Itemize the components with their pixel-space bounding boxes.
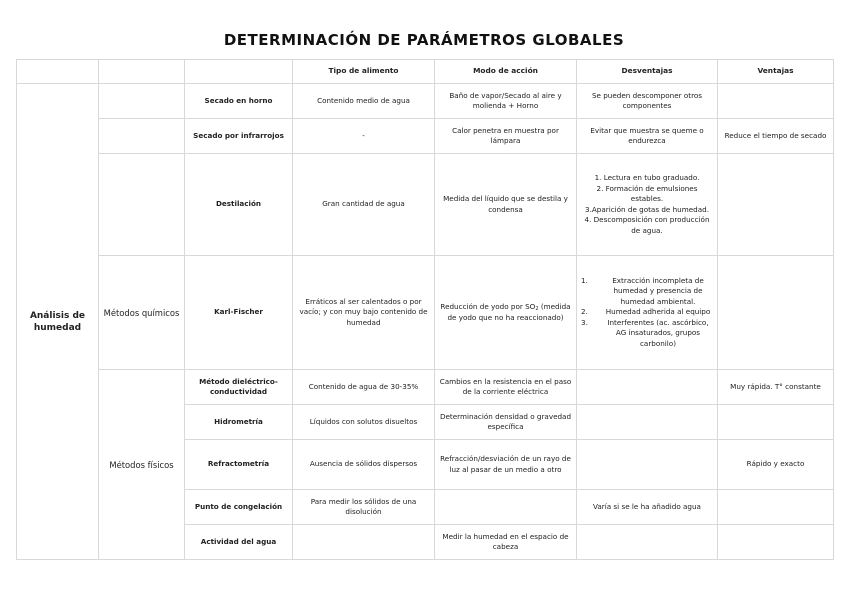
method-cell: Destilación	[185, 154, 293, 256]
modo-cell: Refracción/desviación de un rayo de luz al pasar de un medio a otro	[435, 440, 577, 490]
desventajas-cell	[577, 154, 718, 256]
method-cell: Punto de congelación	[185, 490, 293, 525]
ventajas-cell	[718, 525, 834, 560]
category-fisicos: Métodos físicos	[99, 370, 185, 560]
list-item	[581, 307, 713, 318]
desventajas-cell	[577, 525, 718, 560]
method-cell: Secado por infrarrojos	[185, 119, 293, 154]
ventajas-cell	[718, 256, 834, 370]
desventajas-cell: Varía si se le ha añadido agua	[577, 490, 718, 525]
list-item: 4. Descomposición con producción de agua.	[584, 215, 710, 235]
table-row	[17, 84, 834, 119]
ventajas-cell: Reduce el tiempo de secado	[718, 119, 834, 154]
desventajas-cell	[577, 440, 718, 490]
category-empty	[99, 154, 185, 256]
list-text: Humedad adherida al equipo	[605, 307, 711, 317]
tipo-cell: Contenido medio de agua	[293, 84, 435, 119]
desventajas-cell	[577, 405, 718, 440]
desventajas-cell: Se pueden descomponer otros componentes	[577, 84, 718, 119]
list-number: 3.	[581, 317, 588, 327]
tipo-cell: Contenido de agua de 30-35%	[293, 370, 435, 405]
category-quimicos: Métodos químicos	[99, 256, 185, 370]
table-row	[17, 119, 834, 154]
desventajas-cell	[577, 256, 718, 370]
modo-cell	[435, 256, 577, 370]
header-tipo: Tipo de alimento	[293, 60, 435, 84]
parameters-table	[16, 59, 834, 560]
group-label: Análisis de humedad	[17, 84, 99, 560]
page-title: DETERMINACIÓN DE PARÁMETROS GLOBALES	[223, 31, 625, 49]
tipo-cell: -	[293, 119, 435, 154]
tipo-cell: Ausencia de sólidos dispersos	[293, 440, 435, 490]
header-empty-1	[17, 60, 99, 84]
method-cell: Refractometría	[185, 440, 293, 490]
ventajas-cell	[718, 154, 834, 256]
modo-subscript: 2	[535, 305, 539, 312]
list-number: 2.	[581, 307, 588, 317]
ventajas-cell	[718, 490, 834, 525]
table-row	[17, 154, 834, 256]
modo-cell: Medir la humedad en el espacio de cabeza	[435, 525, 577, 560]
modo-cell: Cambios en la resistencia en el paso de la corriente eléctrica	[435, 370, 577, 405]
ventajas-cell: Rápido y exacto	[718, 440, 834, 490]
header-empty-2	[99, 60, 185, 84]
category-empty	[99, 84, 185, 119]
tipo-cell: Para medir los sólidos de una disolución	[293, 490, 435, 525]
header-ventajas: Ventajas	[718, 60, 834, 84]
ventajas-cell	[718, 405, 834, 440]
modo-cell: Baño de vapor/Secado al aire y molienda + Horno	[435, 84, 577, 119]
tipo-cell: Erráticos al ser calentados o por vacío; y con muy bajo contenido de humedad	[293, 256, 435, 370]
list-text: Interferentes (ac. ascórbico, AG insaturados, grupos carbonilo)	[607, 317, 709, 348]
desventajas-list	[581, 276, 713, 350]
modo-rest: (medida de yodo que no ha reaccionado)	[447, 301, 571, 322]
list-number: 1.	[581, 275, 588, 285]
desventajas-cell	[577, 370, 718, 405]
desventajas-list	[581, 173, 713, 236]
list-item	[581, 276, 713, 308]
list-item: 1. Lectura en tubo graduado.	[594, 173, 700, 182]
modo-cell: Calor penetra en muestra por lámpara	[435, 119, 577, 154]
list-item	[581, 318, 713, 350]
method-cell: Secado en horno	[185, 84, 293, 119]
ventajas-cell: Muy rápida. T° constante	[718, 370, 834, 405]
desventajas-cell: Evitar que muestra se queme o endurezca	[577, 119, 718, 154]
method-cell: Actividad del agua	[185, 525, 293, 560]
modo-cell: Determinación densidad o gravedad específica	[435, 405, 577, 440]
header-row	[17, 60, 834, 84]
modo-cell	[435, 490, 577, 525]
header-empty-3	[185, 60, 293, 84]
list-item: 2. Formación de emulsiones estables.	[596, 183, 698, 203]
modo-main: Reducción de yodo por SO	[440, 301, 536, 311]
list-item: 3.Aparición de gotas de humedad.	[585, 204, 709, 214]
method-cell: Método dieléctrico-conductividad	[185, 370, 293, 405]
tipo-cell: Gran cantidad de agua	[293, 154, 435, 256]
ventajas-cell	[718, 84, 834, 119]
header-modo: Modo de acción	[435, 60, 577, 84]
table-row	[17, 256, 834, 370]
method-cell: Karl-Fischer	[185, 256, 293, 370]
method-cell: Hidrometría	[185, 405, 293, 440]
tipo-cell	[293, 525, 435, 560]
category-empty	[99, 119, 185, 154]
list-text: Extracción incompleta de humedad y presencia de humedad ambiental.	[612, 275, 704, 306]
tipo-cell: Líquidos con solutos disueltos	[293, 405, 435, 440]
header-desventajas: Desventajas	[577, 60, 718, 84]
table-row	[17, 370, 834, 405]
modo-cell: Medida del líquido que se destila y condensa	[435, 154, 577, 256]
